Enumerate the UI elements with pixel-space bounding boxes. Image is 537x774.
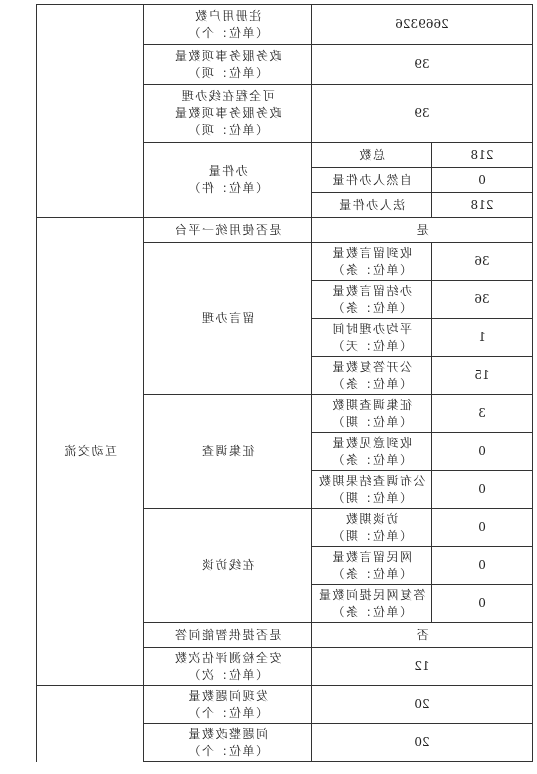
interview-netizen-msgs-value: 0 bbox=[432, 547, 533, 585]
gov-service-items-value: 39 bbox=[311, 45, 532, 85]
survey-opinions-value: 0 bbox=[432, 433, 533, 471]
registered-users-value: 2669326 bbox=[311, 5, 532, 45]
survey-group-label: 征集调查 bbox=[143, 395, 311, 509]
survey-results-label: 公布调查结果期数 （单位：期） bbox=[311, 471, 431, 509]
statistics-table bbox=[36, 4, 533, 762]
interview-group-label: 在线访谈 bbox=[143, 509, 311, 623]
interview-answered-label: 答复网民提问数量 （单位：条） bbox=[311, 585, 431, 623]
cases-total-label: 总数 bbox=[311, 143, 431, 168]
message-handled-label: 办结留言数量 （单位：条） bbox=[311, 281, 431, 319]
cases-label: 办件量 （单位：件） bbox=[143, 143, 311, 218]
survey-periods-label: 征集调查期数 （单位：期） bbox=[311, 395, 431, 433]
smart-qa-value: 否 bbox=[311, 623, 532, 648]
interview-netizen-msgs-label: 网民留言数量 （单位：条） bbox=[311, 547, 431, 585]
message-group-label: 留言办理 bbox=[143, 243, 311, 395]
interview-answered-value: 0 bbox=[432, 585, 533, 623]
message-published-value: 15 bbox=[432, 357, 533, 395]
cases-natural-label: 自然人办件量 bbox=[311, 168, 431, 193]
message-published-label: 公开答复数量 （单位：条） bbox=[311, 357, 431, 395]
cases-total-value: 218 bbox=[432, 143, 533, 168]
registered-users-label: 注册用户数 （单位：个） bbox=[143, 5, 311, 45]
cases-natural-value: 0 bbox=[432, 168, 533, 193]
security-fixed-label: 问题整改数量 （单位：个） bbox=[143, 724, 311, 762]
security-found-label: 发现问题数量 （单位：个） bbox=[143, 686, 311, 724]
interview-periods-label: 访谈期数 （单位：期） bbox=[311, 509, 431, 547]
message-received-value: 36 bbox=[432, 243, 533, 281]
interview-periods-value: 0 bbox=[432, 509, 533, 547]
message-handled-value: 36 bbox=[432, 281, 533, 319]
security-found-value: 20 bbox=[311, 686, 532, 724]
survey-opinions-label: 收到意见数量 （单位：条） bbox=[311, 433, 431, 471]
smart-qa-label: 是否提供智能问答 bbox=[143, 623, 311, 648]
security-fixed-value: 20 bbox=[311, 724, 532, 762]
message-received-label: 收到留言数量 （单位：条） bbox=[311, 243, 431, 281]
message-avg-time-value: 1 bbox=[432, 319, 533, 357]
unified-platform-value: 是 bbox=[311, 218, 532, 243]
survey-results-value: 0 bbox=[432, 471, 533, 509]
fully-online-items-label: 可全程在线办理 政务服务事项数量 （单位：项） bbox=[143, 85, 311, 143]
message-avg-time-label: 平均办理时间 （单位：天） bbox=[311, 319, 431, 357]
gov-service-items-label: 政务服务事项数量 （单位：项） bbox=[143, 45, 311, 85]
cases-legal-label: 法人办件量 bbox=[311, 193, 431, 218]
unified-platform-label: 是否使用统一平台 bbox=[143, 218, 311, 243]
interaction-section-label: 互动交流 bbox=[36, 218, 143, 686]
security-checks-value: 12 bbox=[311, 648, 532, 686]
top-section-blank bbox=[36, 5, 143, 218]
security-checks-label: 安全检测评估次数 （单位：次） bbox=[143, 648, 311, 686]
fully-online-items-value: 39 bbox=[311, 85, 532, 143]
cases-legal-value: 218 bbox=[432, 193, 533, 218]
survey-periods-value: 3 bbox=[432, 395, 533, 433]
